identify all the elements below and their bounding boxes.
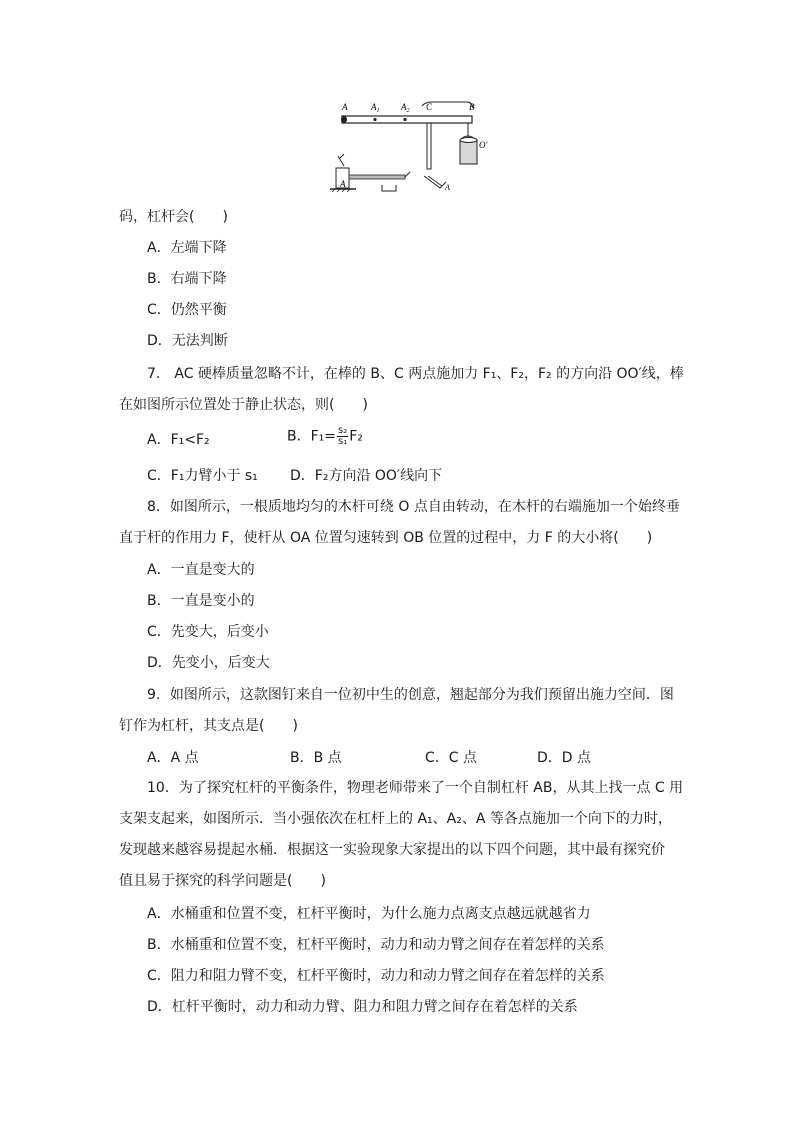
q6-stem: 码，杠杆会( )	[119, 209, 228, 225]
lever-end-pivot	[341, 116, 347, 123]
lever-figure	[330, 96, 500, 204]
q7-option-d: D．F₂方向沿 OO′线向下	[290, 468, 443, 484]
label-a: A	[342, 102, 348, 112]
q8-stem-line1: 8．如图所示，一根质地均匀的木杆可绕 O 点自由转动，在木杆的右端施加一个始终垂	[147, 499, 680, 515]
label-c: C	[426, 102, 433, 112]
q6-option-c: C．仍然平衡	[147, 302, 227, 318]
q10-stem-line2: 支架支起来，如图所示．当小强依次在杠杆上的 A₁、A₂、A 等各点施加一个向下的力时，	[119, 811, 672, 827]
lever-bar	[342, 116, 472, 123]
q7-stem-line1: 7. AC 硬棒质量忽略不计，在棒的 B、C 两点施加力 F₁、F₂，F₂ 的方向沿 OO′线，棒	[147, 366, 684, 382]
label-o-prime: O'	[479, 140, 488, 150]
q7-option-c: C．F₁力臂小于 s₁	[147, 468, 258, 484]
q10-option-a: A．水桶重和位置不变，杠杆平衡时，为什么施力点离支点越远就越省力	[147, 906, 591, 922]
q6-option-b: B．右端下降	[147, 271, 227, 287]
q8-option-a: A．一直是变大的	[147, 562, 255, 578]
label-a-diag: A	[445, 183, 450, 192]
q9-options-row	[0, 747, 794, 767]
label-b: B	[469, 102, 475, 112]
q10-option-b: B．水桶重和位置不变，杠杆平衡时，动力和动力臂之间存在着怎样的关系	[147, 937, 605, 953]
support-stand	[427, 123, 431, 169]
lower-bar	[349, 175, 405, 179]
q10-option-c: C．阻力和阻力臂不变，杠杆平衡时，动力和动力臂之间存在着怎样的关系	[147, 968, 605, 984]
q10-stem-line3: 发现越来越容易提起水桶．根据这一实验现象大家提出的以下四个问题，其中最有探究价	[119, 842, 665, 858]
q9-option-d: D．D 点	[537, 750, 592, 766]
q6-option-d: D．无法判断	[147, 333, 228, 349]
q7-stem-line2: 在如图所示位置处于静止状态，则( )	[119, 397, 368, 413]
label-a2: $A_2$	[401, 102, 410, 114]
q7-option-a: A．F₁<F₂	[147, 432, 210, 448]
q9-option-a: A．A 点	[147, 750, 199, 766]
bracket	[382, 185, 396, 191]
q9-option-b: B．B 点	[290, 750, 342, 766]
q10-option-d: D．杠杆平衡时，动力和动力臂、阻力和阻力臂之间存在着怎样的关系	[147, 999, 578, 1015]
point-a2	[403, 118, 406, 121]
label-a1: $A_1$	[371, 102, 380, 114]
q8-option-c: C．先变大，后变小	[147, 624, 269, 640]
q7-option-b: B．F₁= $\frac{\text{s₂}}{\text{s₁}}$ F₂	[287, 425, 363, 447]
point-a1	[373, 118, 376, 121]
q10-stem-line1: 10．为了探究杠杆的平衡条件，物理老师带来了一个自制杠杆 AB，从其上找一点 C 用	[147, 780, 684, 796]
q9-stem-line2: 钉作为杠杆，其支点是( )	[119, 718, 298, 734]
q8-option-d: D．先变小，后变大	[147, 655, 270, 671]
q9-option-c: C．C 点	[425, 750, 478, 766]
q7-fraction: $\frac{\text{s₂}}{\text{s₁}}$	[338, 425, 348, 447]
label-a-low: A	[340, 179, 346, 189]
q9-stem-line1: 9．如图所示，这款图钉来自一位初中生的创意，翘起部分为我们预留出施力空间．图	[147, 687, 674, 703]
bucket	[460, 140, 477, 164]
lever-diagram	[330, 96, 500, 204]
q8-option-b: B．一直是变小的	[147, 593, 255, 609]
pin-arrow	[338, 154, 344, 166]
q10-stem-line4: 值且易于探究的科学问题是( )	[119, 873, 326, 889]
q8-stem-line2: 直于杆的作用力 F，使杆从 OA 位置匀速转到 OB 位置的过程中，力 F 的大小将( )	[119, 530, 653, 546]
angle-piece	[424, 176, 446, 188]
q6-option-a: A．左端下降	[147, 240, 227, 256]
